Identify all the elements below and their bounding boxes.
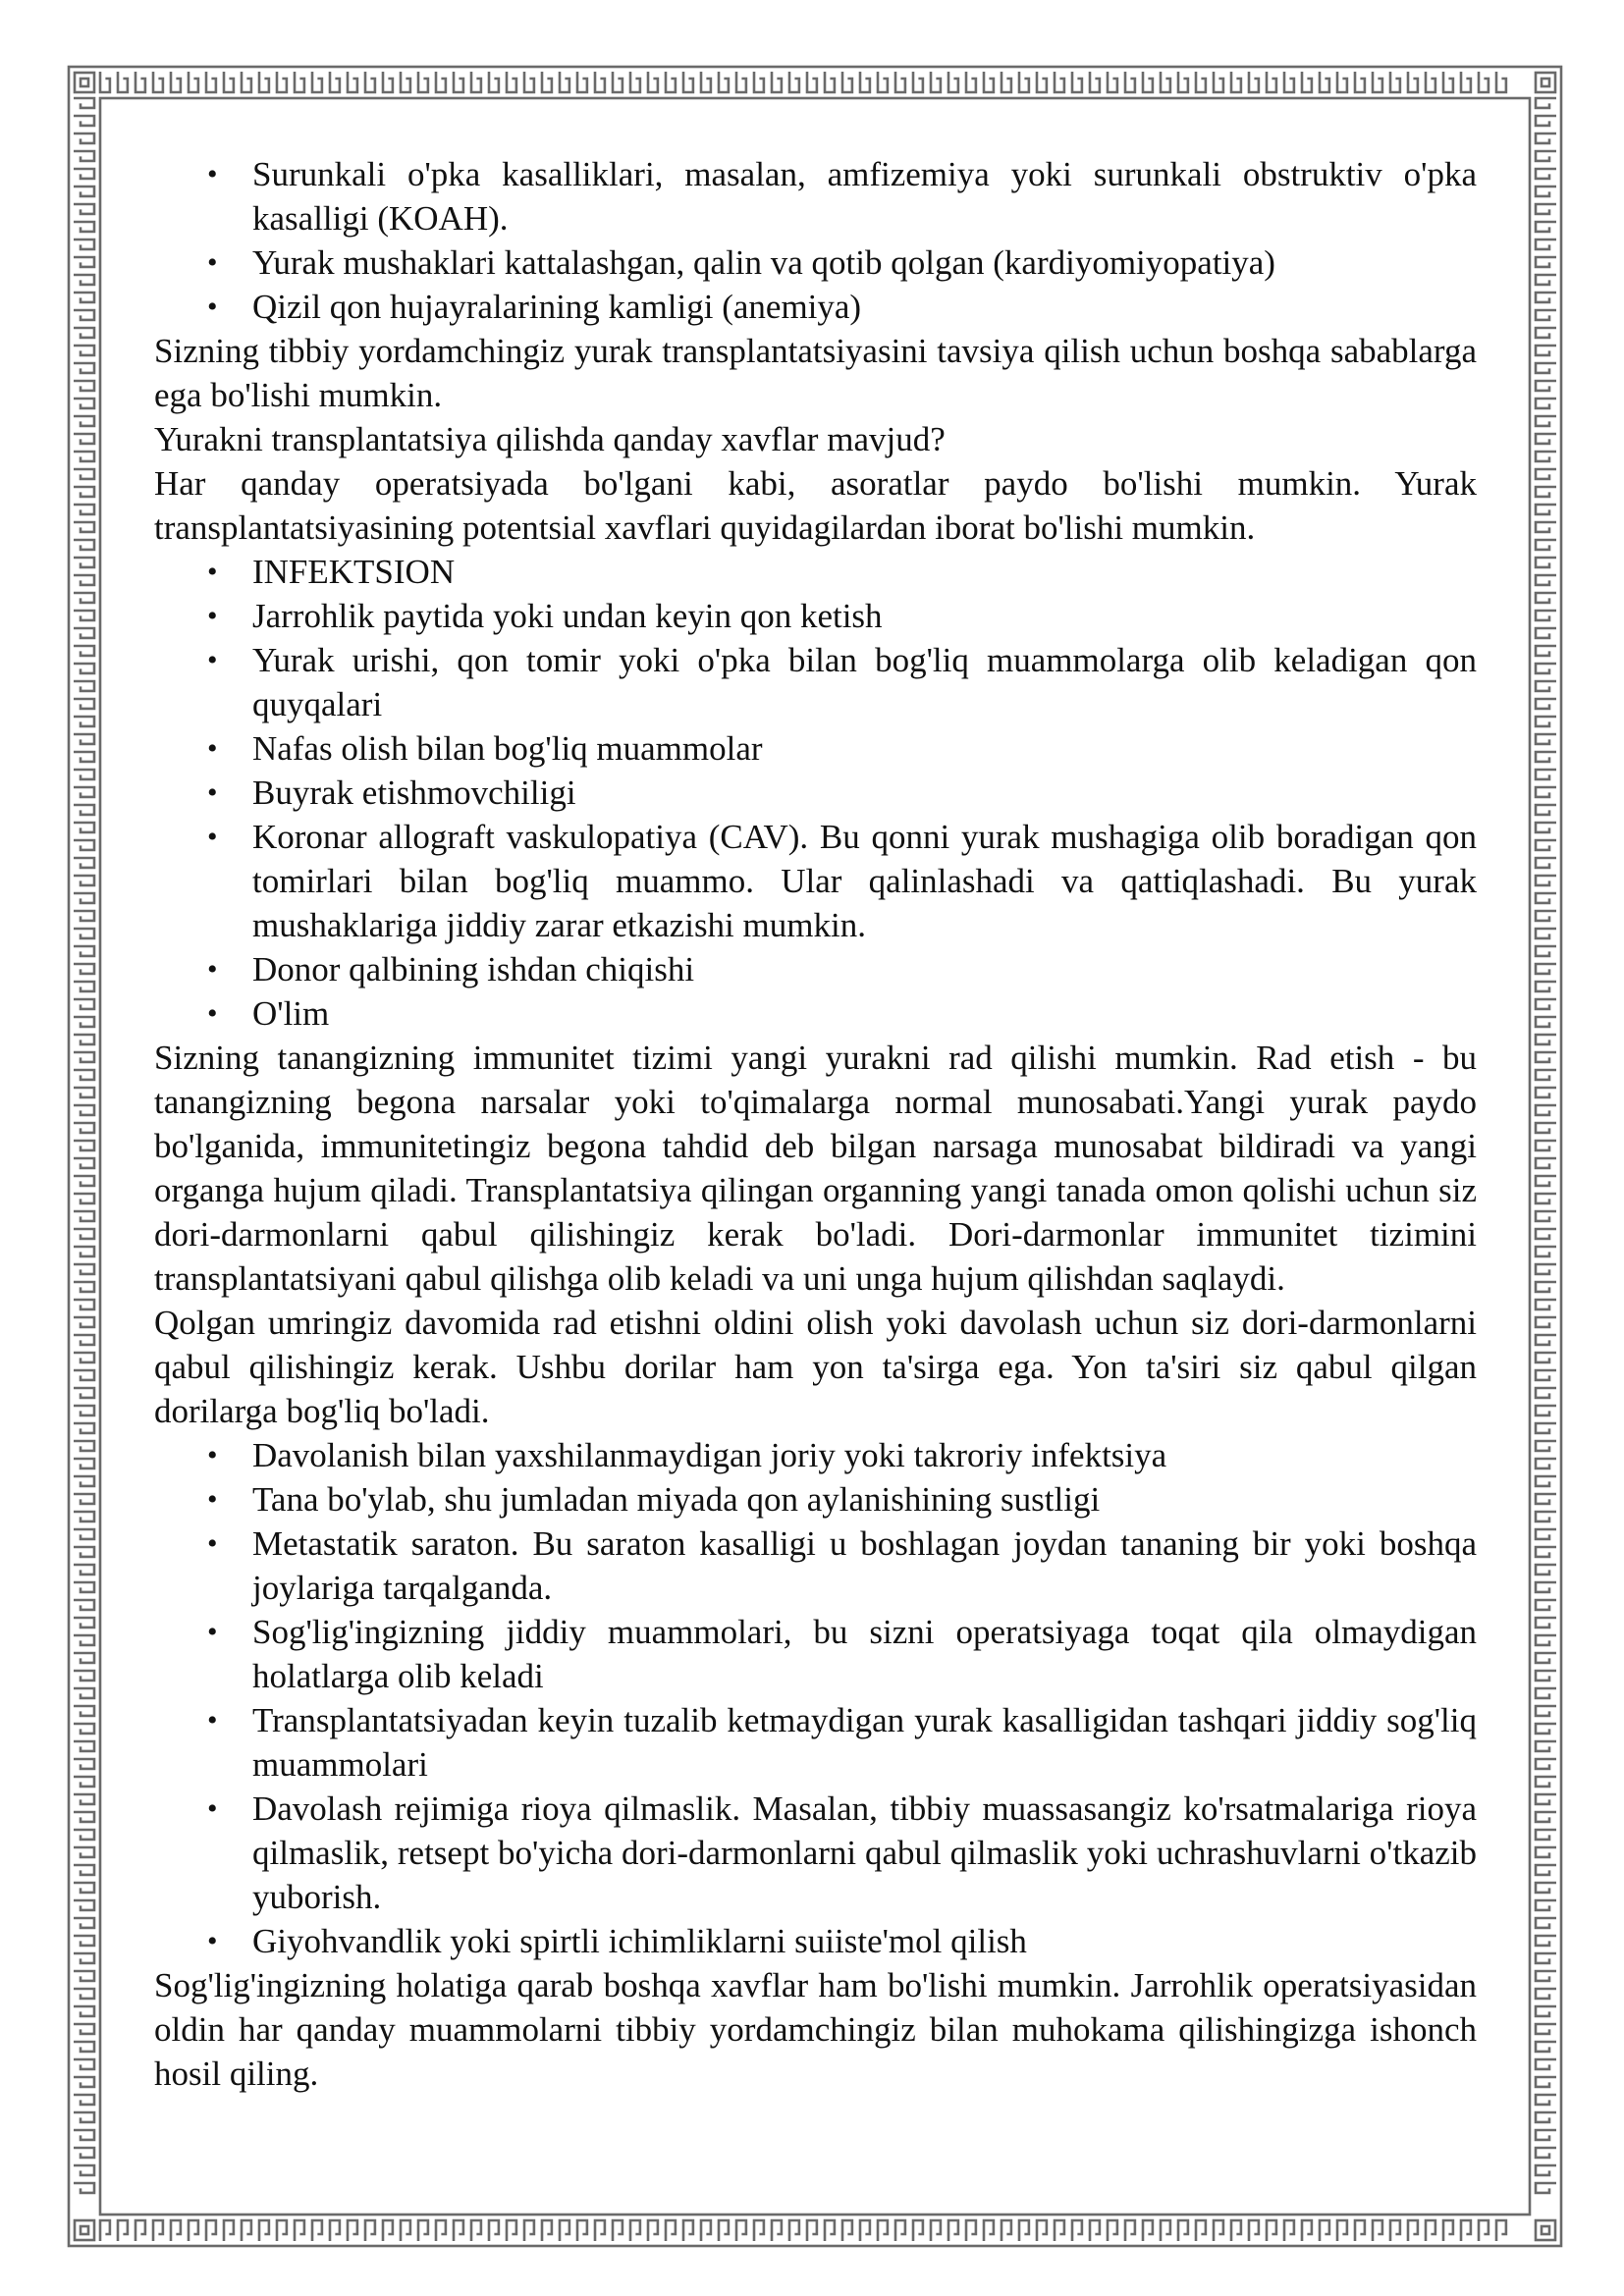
list-item: • Surunkali o'pka kasalliklari, masalan, amfizemiya yoki surunkali obstruktiv o'pka kasalligi (KOAH).: [252, 152, 1477, 240]
bullet-list-risks: [154, 550, 1477, 1036]
list-item: • Buyrak etishmovchiligi: [252, 771, 1477, 815]
bullet-list-contraindications: [154, 1433, 1477, 1963]
paragraph: Har qanday operatsiyada bo'lgani kabi, asoratlar paydo bo'lishi mumkin. Yurak transplantatsiyasining potentsial xavflari quyidagilardan iborat bo'lishi mumkin.: [154, 464, 1477, 547]
list-item: • Qizil qon hujayralarining kamligi (anemiya): [252, 285, 1477, 329]
section-question: Yurakni transplantatsiya qilishda qanday xavflar mavjud?: [154, 420, 946, 458]
paragraph: Sizning tanangizning immunitet tizimi yangi yurakni rad qilishi mumkin. Rad etish - bu tanangizning begona narsalar yoki to'qimalarga normal munosabati.Yangi yurak paydo bo'lganida, immunitetingiz begona tahdid deb bilgan narsaga munosabat bildiradi va yangi organga hujum qiladi. Transplantatsiya qilingan organning yangi tanada omon qolishi uchun siz dori-darmonlarni qabul qilishingiz kerak bo'ladi. Dori-darmonlar immunitet tizimini transplantatsiyani qabul qilishga olib keladi va uni unga hujum qilishdan saqlaydi.: [154, 1039, 1477, 1298]
document-body: [154, 152, 1477, 2096]
list-item: • Yurak mushaklari kattalashgan, qalin va qotib qolgan (kardiyomiyopatiya): [252, 240, 1477, 285]
list-item: • Giyohvandlik yoki spirtli ichimliklarni suiiste'mol qilish: [252, 1919, 1477, 1963]
list-item: • Nafas olish bilan bog'liq muammolar: [252, 726, 1477, 771]
list-item: • Transplantatsiyadan keyin tuzalib ketmaydigan yurak kasalligidan tashqari jiddiy sog'liq muammolari: [252, 1698, 1477, 1787]
paragraph: Qolgan umringiz davomida rad etishni oldini olish yoki davolash uchun siz dori-darmonlarni qabul qilishingiz kerak. Ushbu dorilar ham yon ta'sirga ega. Yon ta'siri siz qabul qilgan dorilarga bog'liq bo'ladi.: [154, 1304, 1477, 1430]
paragraph: Sog'lig'ingizning holatiga qarab boshqa xavflar ham bo'lishi mumkin. Jarrohlik operatsiyasidan oldin har qanday muammolarni tibbiy yordamchingiz bilan muhokama qilishingizga ishonch hosil qiling.: [154, 1966, 1477, 2093]
list-item: • Tana bo'ylab, shu jumladan miyada qon aylanishining sustligi: [252, 1477, 1477, 1522]
list-item: • Davolanish bilan yaxshilanmaydigan joriy yoki takroriy infektsiya: [252, 1433, 1477, 1477]
list-item: • INFEKTSION: [252, 550, 1477, 594]
list-item: • Donor qalbining ishdan chiqishi: [252, 947, 1477, 991]
list-item: • Jarrohlik paytida yoki undan keyin qon ketish: [252, 594, 1477, 638]
list-item: • Sog'lig'ingizning jiddiy muammolari, bu sizni operatsiyaga toqat qila olmaydigan holatlarga olib keladi: [252, 1610, 1477, 1698]
bullet-list-causes: [154, 152, 1477, 329]
list-item: • Yurak urishi, qon tomir yoki o'pka bilan bog'liq muammolarga olib keladigan qon quyqalari: [252, 638, 1477, 726]
list-item: • Metastatik saraton. Bu saraton kasalligi u boshlagan joydan tananing bir yoki boshqa joylariga tarqalganda.: [252, 1522, 1477, 1610]
paragraph: Sizning tibbiy yordamchingiz yurak transplantatsiyasini tavsiya qilish uchun boshqa sabablarga ega bo'lishi mumkin.: [154, 332, 1477, 414]
list-item: • O'lim: [252, 991, 1477, 1036]
list-item: • Koronar allograft vaskulopatiya (CAV). Bu qonni yurak mushagiga olib boradigan qon tomirlari bilan bog'liq muammo. Ular qalinlashadi va qattiqlashadi. Bu yurak mushaklariga jiddiy zarar etkazishi mumkin.: [252, 815, 1477, 947]
list-item: • Davolash rejimiga rioya qilmaslik. Masalan, tibbiy muassasangiz ko'rsatmalariga rioya qilmaslik, retsept bo'yicha dori-darmonlarni qabul qilmaslik yoki uchrashuvlarni o'tkazib yuborish.: [252, 1787, 1477, 1919]
